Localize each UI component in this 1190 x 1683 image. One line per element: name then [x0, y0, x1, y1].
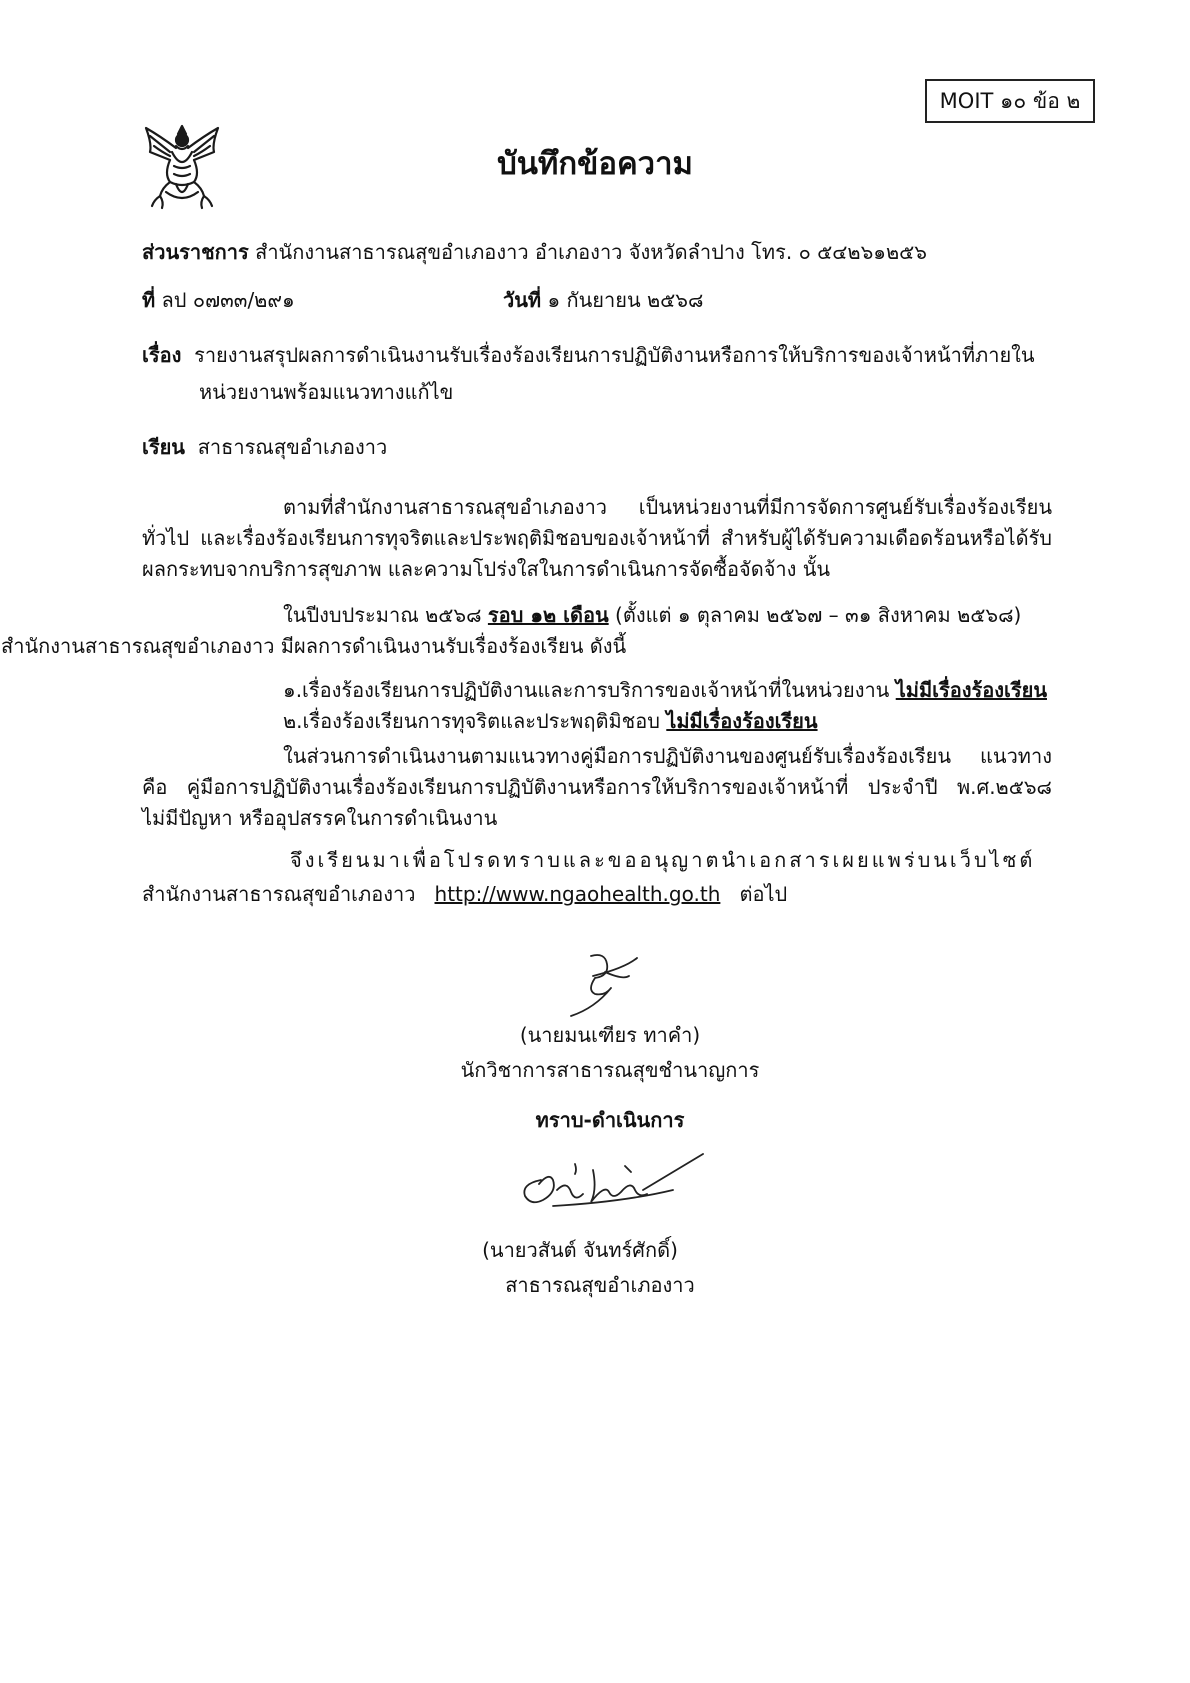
body-paragraph-1: ตามที่สำนักงานสาธารณสุขอำเภองาว เป็นหน่วยงานที่มีการจัดการศูนย์รับเรื่องร้องเรียนทั่วไป และเรื่องร้องเรียนการทุจริตและประพฤติมิชอบของเจ้าหน้าที่ สำหรับผู้ได้รับความเดือดร้อนหรือได้รับผลกระทบจากบริการสุขภาพ และความโปร่งใสในการดำเนินการจัดซื้อจัดจ้าง นั้น — [142, 495, 1052, 581]
body-paragraph-2 — [1, 600, 1052, 662]
number-value: ลป ๐๗๓๓/๒๙๑ — [161, 288, 295, 312]
agency-line — [142, 238, 927, 266]
subject-text-line1: รายงานสรุปผลการดำเนินงานรับเรื่องร้องเรียนการปฏิบัติงานหรือการให้บริการของเจ้าหน้าที่ภายใน — [194, 343, 1035, 367]
document-ref-code: MOIT ๑๐ ข้อ ๒ — [925, 79, 1095, 123]
signer-1-position: นักวิชาการสาธารณสุขชำนาญการ — [460, 1058, 760, 1082]
page-title: บันทึกข้อความ — [497, 146, 693, 182]
period-text: (ตั้งแต่ ๑ ตุลาคม ๒๕๖๗ – ๓๑ สิงหาคม ๒๕๖๘) — [608, 603, 1022, 627]
closing-line-1: จึงเรียนมาเพื่อโปรดทราบและขออนุญาตนำเอกสารเผยแพร่บนเว็บไซต์ — [290, 848, 1036, 872]
number-label: ที่ — [142, 288, 156, 312]
agency-value: สำนักงานสาธารณสุขอำเภองาว อำเภองาว จังหวัดลำปาง โทร. ๐ ๕๔๒๖๑๒๕๖ — [255, 240, 927, 264]
signer-2-position: สาธารณสุขอำเภองาว — [505, 1273, 695, 1297]
signature-1-icon — [565, 950, 655, 1020]
list-item-2-result: ไม่มีเรื่องร้องเรียน — [666, 709, 818, 733]
signature-2-icon — [513, 1150, 713, 1220]
round-label: รอบ ๑๒ เดือน — [487, 603, 609, 627]
salutation-label: เรียน — [142, 435, 185, 459]
list-item-1-result: ไม่มีเรื่องร้องเรียน — [895, 678, 1047, 702]
body-paragraph-3: ในส่วนการดำเนินงานตามแนวทางคู่มือการปฏิบัติงานของศูนย์รับเรื่องร้องเรียน แนวทางคือ คู่มือการปฏิบัติงานเรื่องร้องเรียนการปฏิบัติงานหรือการให้บริการของเจ้าหน้าที่ ประจำปี พ.ศ.๒๕๖๘ ไม่มีปัญหา หรืออุปสรรคในการดำเนินงาน — [142, 744, 1052, 830]
website-link[interactable]: http://www.ngaohealth.go.th — [434, 882, 721, 906]
agency-label: ส่วนราชการ — [142, 240, 249, 264]
subject-label: เรื่อง — [142, 343, 182, 367]
signer-1-name: (นายมนเฑียร ทาคำ) — [519, 1023, 701, 1047]
date-value: ๑ กันยายน ๒๕๖๘ — [547, 288, 704, 312]
closing-line-2 — [142, 880, 787, 908]
office-name: สำนักงานสาธารณสุขอำเภองาว — [142, 882, 416, 906]
date-line — [503, 286, 703, 314]
salutation-line — [142, 433, 387, 461]
list-item-2 — [283, 707, 818, 735]
budget-year-text: ในปีงบประมาณ ๒๕๖๘ — [283, 603, 488, 627]
list-item-2-text: ๒.เรื่องร้องเรียนการทุจริตและประพฤติมิชอบ — [283, 709, 667, 733]
results-intro: สำนักงานสาธารณสุขอำเภองาว มีผลการดำเนินงานรับเรื่องร้องเรียน ดังนี้ — [1, 634, 627, 658]
approval-note: ทราบ-ดำเนินการ — [535, 1108, 685, 1132]
list-item-1 — [283, 676, 1047, 704]
subject-line — [142, 341, 1035, 369]
subject-text-line2: หน่วยงานพร้อมแนวทางแก้ไข — [199, 380, 454, 404]
list-item-1-text: ๑.เรื่องร้องเรียนการปฏิบัติงานและการบริการของเจ้าหน้าที่ในหน่วยงาน — [283, 678, 896, 702]
number-line — [142, 286, 295, 314]
closing-end: ต่อไป — [739, 882, 788, 906]
date-label: วันที่ — [503, 288, 542, 312]
salutation-value: สาธารณสุขอำเภองาว — [197, 435, 388, 459]
signer-2-name: (นายวสันต์ จันทร์ศักดิ์) — [482, 1238, 678, 1262]
